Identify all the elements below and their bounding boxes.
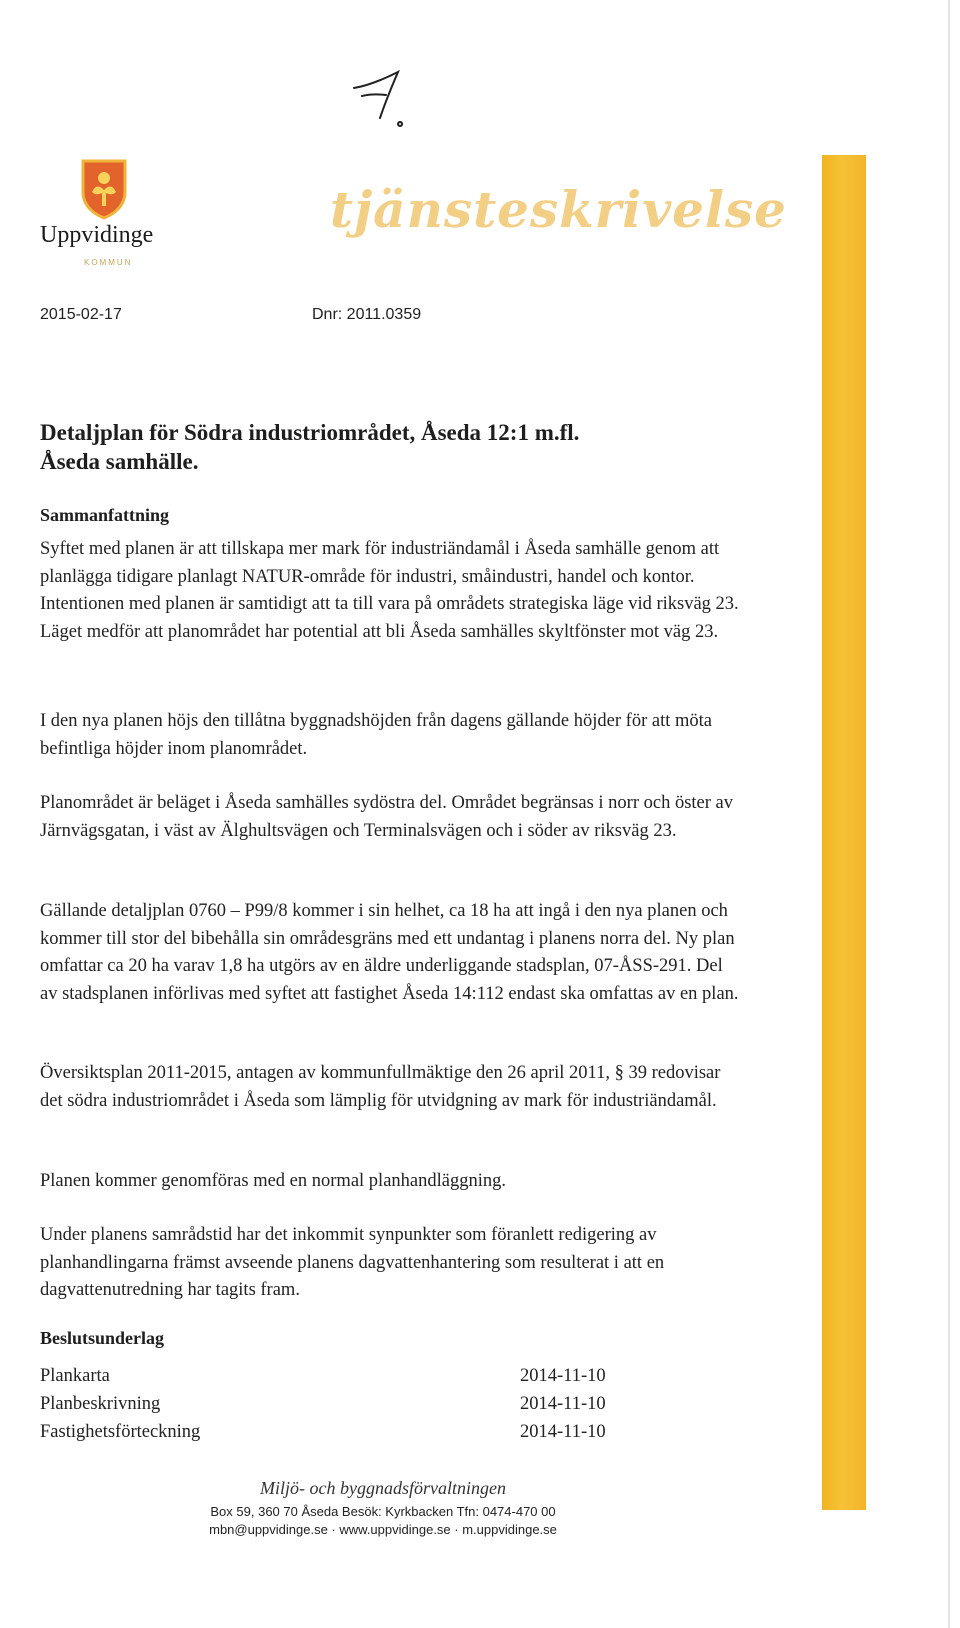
heading-line-1: Detaljplan för Södra industriområdet, Åseda 12:1 m.fl. (40, 420, 580, 445)
decision-item-date: 2014-11-10 (520, 1394, 606, 1414)
logo-name: Uppvidinge (40, 222, 154, 248)
paragraph-current-plan: Gällande detaljplan 0760 – P99/8 kommer i sin helhet, ca 18 ha att ingå i den nya planen och kommer till stor del bibehålla sin områdesgräns med ett undantag i planens norra del. Ny plan omfattar ca 20 ha varav 1,8 ha utgörs av en äldre underliggande stadsplan, 07-ÅSS-291. Del av stadsplanen införlivas med syftet att fastighet Åseda 14:112 endast ska omfattas av en plan. (40, 901, 739, 1004)
decision-item-doc: Fastighetsförteckning (40, 1422, 201, 1442)
paragraph-procedure: Planen kommer genomföras med en normal planhandläggning. (40, 1171, 506, 1191)
heading-line-2: Åseda samhälle. (40, 449, 199, 474)
summary-label: Sammanfattning (40, 505, 170, 525)
yellow-edge-bar (822, 155, 866, 1510)
paragraph-purpose: Syftet med planen är att tillskapa mer mark för industriändamål i Åseda samhälle genom att planlägga tidigare planlagt NATUR-område för industri, småindustri, handel och kontor. Intentionen med planen är samtidigt att ta till vara på områdets strategiska läge vid riksväg 23. Läget medför att planområdet har potential att bli Åseda samhälles skyltfönster mot väg 23. (40, 539, 739, 642)
decision-item-date: 2014-11-10 (520, 1422, 606, 1442)
municipality-shield-logo (80, 158, 128, 220)
logo-subtitle: KOMMUN (84, 258, 133, 267)
decision-basis-label: Beslutsunderlag (40, 1328, 165, 1348)
decision-item-doc: Planbeskrivning (40, 1394, 161, 1414)
document-heading (40, 418, 579, 476)
decision-item-doc: Plankarta (40, 1366, 110, 1386)
footer-department: Miljö- och byggnadsförvaltningen (260, 1478, 506, 1498)
paragraph-building-height: I den nya planen höjs den tillåtna byggnadshöjden från dagens gällande höjder för att möta befintliga höjder inom planområdet. (40, 711, 712, 759)
registration-number: Dnr: 2011.0359 (312, 306, 422, 323)
paragraph-overview-plan: Översiktsplan 2011-2015, antagen av kommunfullmäktige den 26 april 2011, § 39 redovisar det södra industriområdet i Åseda som lämplig för utvidgning av mark för industriändamål. (40, 1063, 721, 1111)
footer-contacts: mbn@uppvidinge.se · www.uppvidinge.se · m.uppvidinge.se (209, 1522, 557, 1537)
handwritten-page-number (348, 66, 418, 136)
document-type-title: tjänsteskrivelse (330, 180, 787, 239)
scan-edge-line (948, 0, 950, 1628)
decision-item-date: 2014-11-10 (520, 1366, 606, 1386)
document-date: 2015-02-17 (40, 306, 122, 323)
paragraph-consultation: Under planens samrådstid har det inkommit synpunkter som föranlett redigering av planhandlingarna främst avseende planens dagvattenhantering som resulterat i att en dagvattenutredning har tagits fram. (40, 1225, 665, 1300)
paragraph-location: Planområdet är beläget i Åseda samhälles sydöstra del. Området begränsas i norr och öster av Järnvägsgatan, i väst av Älghultsvägen och Terminalsvägen och i söder av riksväg 23. (40, 793, 734, 841)
footer-address: Box 59, 360 70 Åseda Besök: Kyrkbacken Tfn: 0474-470 00 (210, 1504, 556, 1519)
